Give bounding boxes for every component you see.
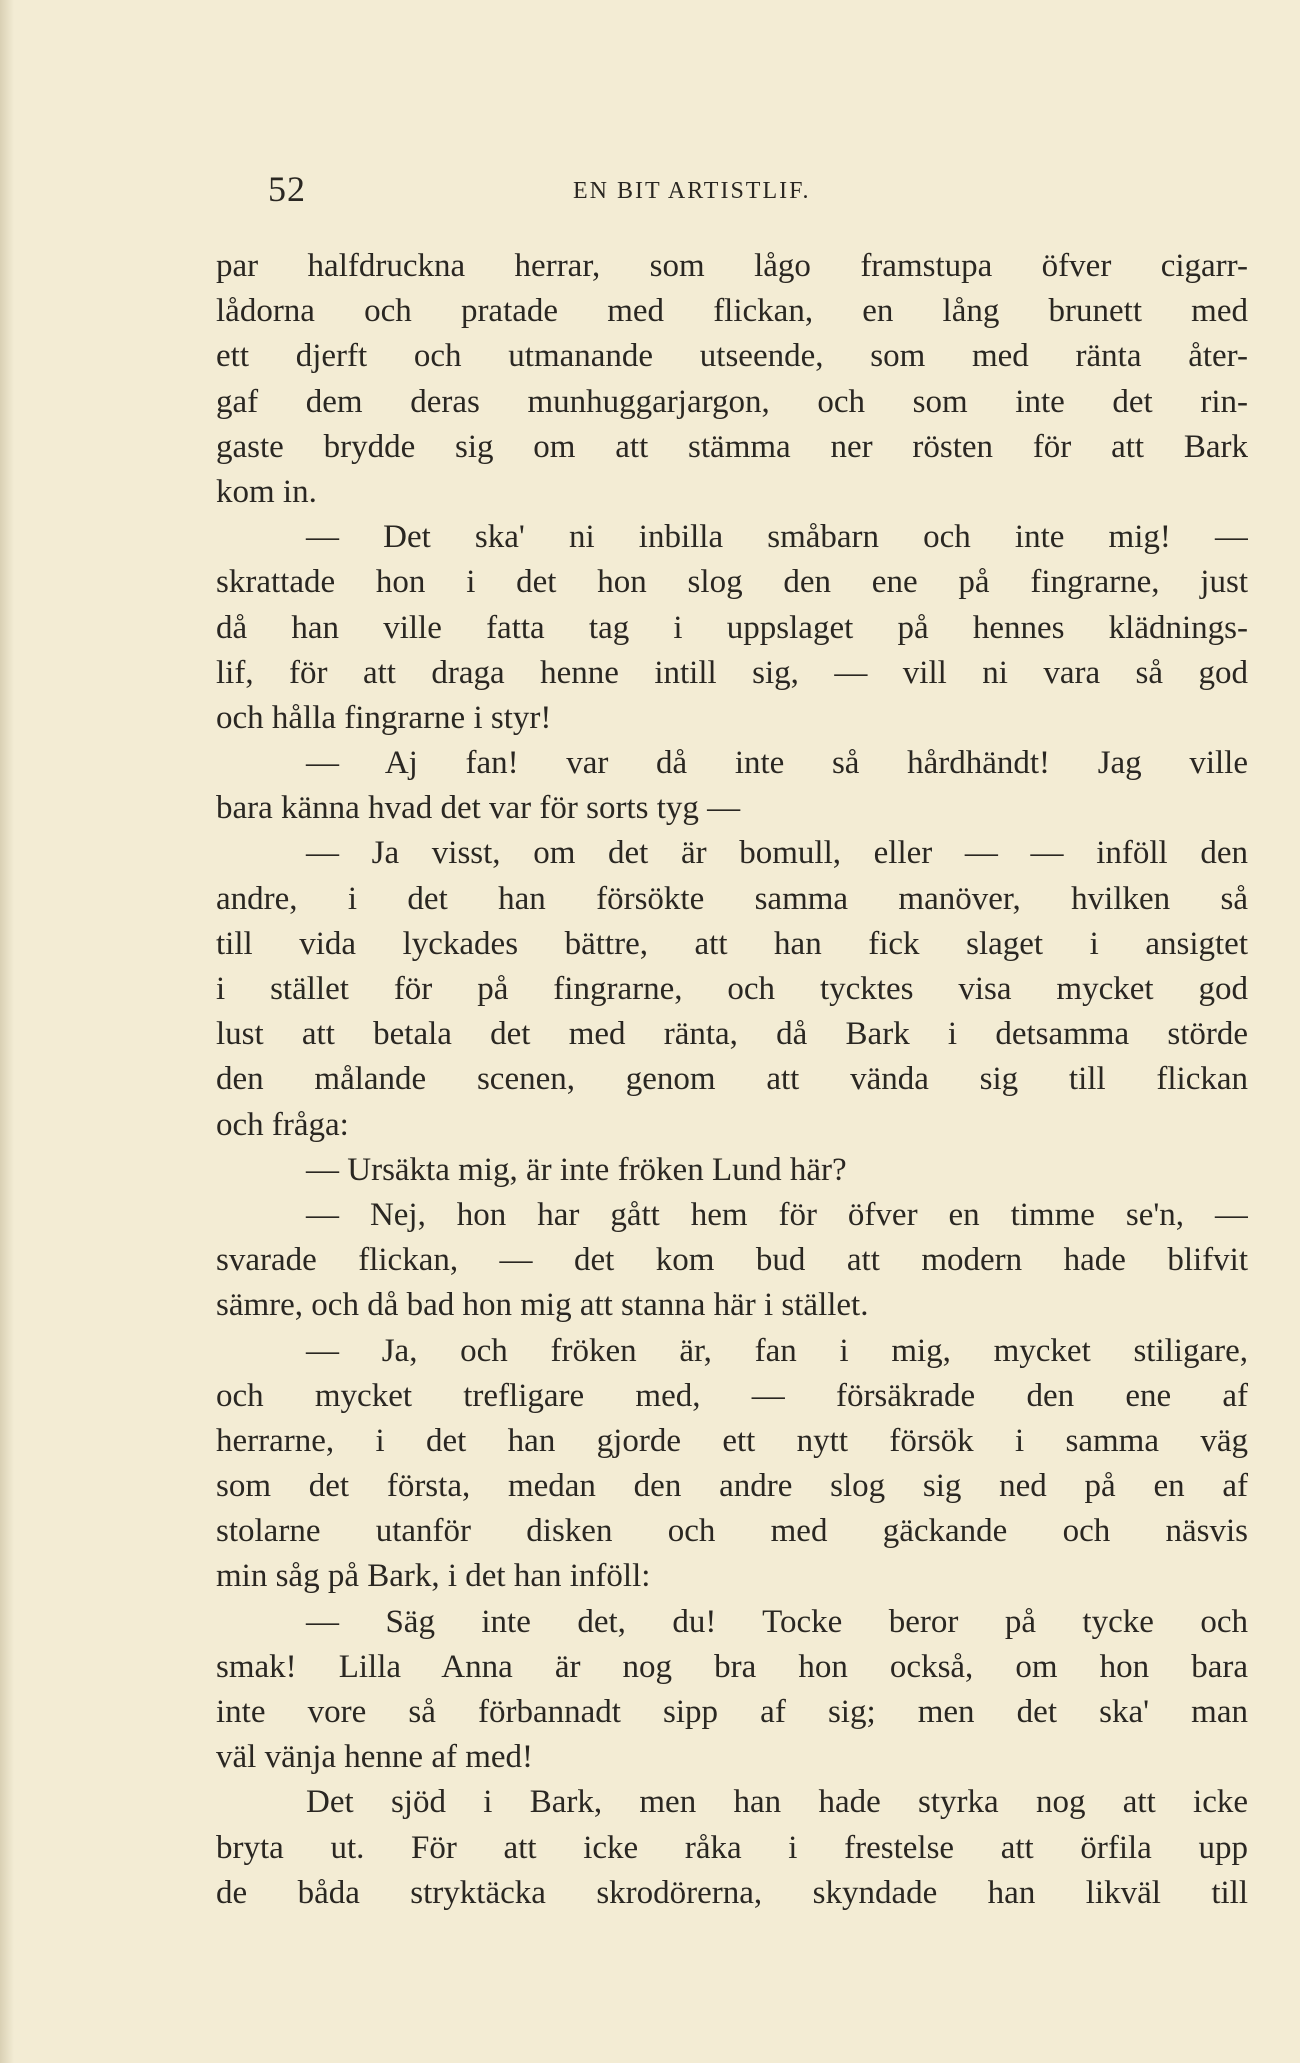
text-line: par halfdruckna herrar, som lågo framstupa öfver cigarr-	[216, 248, 1248, 284]
page-number: 52	[268, 169, 306, 209]
text-line: den målande scenen, genom att vända sig till flickan	[216, 1061, 1248, 1098]
text-line: skrattade hon i det hon slog den ene på fingrarne, just	[216, 564, 1248, 601]
text-line: andre, i det han försökte samma manöver, hvilken så	[216, 880, 1248, 917]
page-header	[268, 168, 918, 212]
text-line: ett djerft och utmanande utseende, som med ränta åter-	[216, 338, 1248, 375]
text-line: — Det ska' ni inbilla småbarn och inte mig! —	[306, 519, 1248, 556]
text-line: bryta ut. För att icke råka i frestelse att örfila upp	[216, 1829, 1248, 1866]
text-line: — Säg inte det, du! Tocke beror på tycke och	[306, 1603, 1248, 1640]
text-line: — Ja, och fröken är, fan i mig, mycket stiligare,	[306, 1332, 1248, 1369]
text-line: i stället för på fingrarne, och tycktes visa mycket god	[216, 971, 1248, 1007]
text-line: smak! Lilla Anna är nog bra hon också, om hon bara	[216, 1648, 1248, 1685]
text-line: — Ja visst, om det är bomull, eller — — inföll den	[306, 835, 1248, 872]
text-line: svarade flickan, — det kom bud att modern hade blifvit	[216, 1242, 1248, 1279]
running-title: EN BIT ARTISTLIF.	[573, 178, 811, 204]
text-line: lust att betala det med ränta, då Bark i detsamma störde	[216, 1016, 1248, 1053]
text-line: min såg på Bark, i det han inföll:	[216, 1558, 651, 1595]
page-edge	[0, 0, 14, 2063]
text-line: — Aj fan! var då inte så hårdhändt! Jag ville	[306, 745, 1248, 782]
text-line: gaf dem deras munhuggarjargon, och som inte det rin-	[216, 383, 1248, 420]
text-line: de båda stryktäcka skrodörerna, skyndade han likväl till	[216, 1874, 1248, 1911]
text-line: — Nej, hon har gått hem för öfver en timme se'n, —	[306, 1196, 1248, 1233]
text-line: bara känna hvad det var för sorts tyg —	[216, 790, 741, 827]
text-line: herrarne, i det han gjorde ett nytt försök i samma väg	[216, 1422, 1248, 1459]
body-text	[216, 244, 1248, 1916]
text-line: då han ville fatta tag i uppslaget på hennes klädnings-	[216, 609, 1248, 646]
text-line: kom in.	[216, 473, 317, 510]
text-line: inte vore så förbannadt sipp af sig; men det ska' man	[216, 1694, 1248, 1730]
text-line: lif, för att draga henne intill sig, — vill ni vara så god	[216, 654, 1248, 691]
text-line: väl vänja henne af med!	[216, 1739, 534, 1776]
text-line: lådorna och pratade med flickan, en lång brunett med	[216, 293, 1248, 330]
text-line: Det sjöd i Bark, men han hade styrka nog att icke	[306, 1784, 1248, 1821]
text-line: och fråga:	[216, 1106, 349, 1143]
text-line: och hålla fingrarne i styr!	[216, 699, 552, 736]
text-line: och mycket trefligare med, — försäkrade den ene af	[216, 1377, 1248, 1414]
text-line: gaste brydde sig om att stämma ner rösten för att Bark	[216, 428, 1248, 465]
text-line: stolarne utanför disken och med gäckande och näsvis	[216, 1513, 1248, 1550]
text-line: — Ursäkta mig, är inte fröken Lund här?	[306, 1151, 847, 1188]
text-line: som det första, medan den andre slog sig ned på en af	[216, 1468, 1248, 1505]
text-line: till vida lyckades bättre, att han fick slaget i ansigtet	[216, 925, 1248, 962]
text-line: sämre, och då bad hon mig att stanna här i stället.	[216, 1287, 869, 1324]
